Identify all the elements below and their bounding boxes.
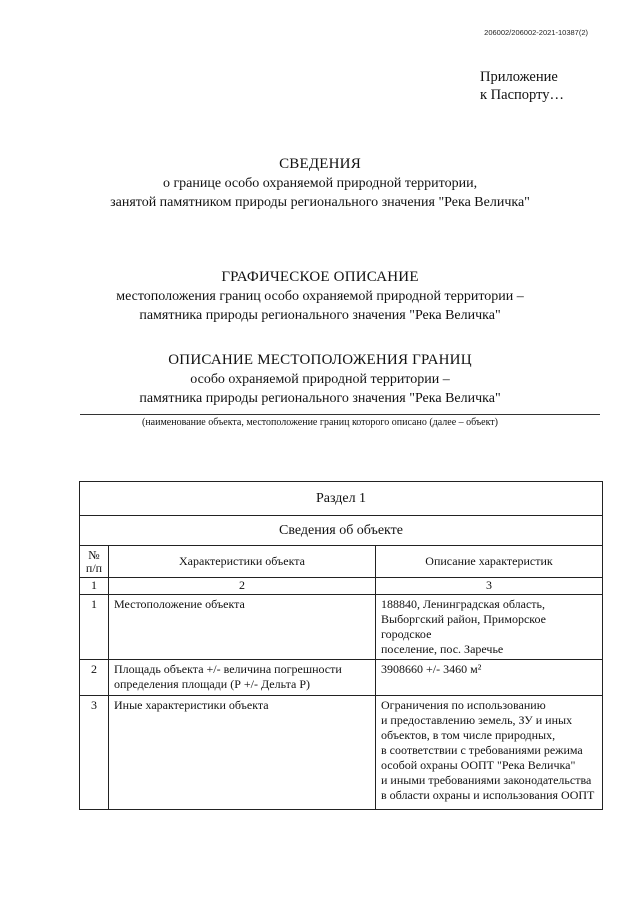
section-table bbox=[79, 481, 603, 810]
cell-line: и иными требованиями законодательства bbox=[381, 773, 592, 787]
table-title-row bbox=[80, 482, 603, 516]
heading-title: СВЕДЕНИЯ bbox=[279, 156, 361, 172]
row-characteristic bbox=[109, 696, 376, 810]
cell-line: Ограничения по использованию bbox=[381, 698, 546, 712]
underline-rule bbox=[80, 414, 600, 415]
appendix-note bbox=[480, 68, 564, 104]
header-num-line-2: п/п bbox=[85, 560, 103, 575]
section-title: Раздел 1 bbox=[80, 482, 603, 516]
cell-line: Выборгский район, Приморское городское bbox=[381, 612, 546, 641]
row-number: 2 bbox=[80, 660, 109, 696]
appendix-line-1: Приложение bbox=[480, 69, 558, 85]
heading-title: ОПИСАНИЕ МЕСТОПОЛОЖЕНИЯ ГРАНИЦ bbox=[168, 352, 472, 368]
header-characteristic: Характеристики объекта bbox=[109, 546, 376, 578]
heading-title: ГРАФИЧЕСКОЕ ОПИСАНИЕ bbox=[221, 269, 419, 285]
heading-line-2: памятника природы регионального значения "Река Величка" bbox=[139, 308, 501, 323]
cell-line: Местоположение объекта bbox=[114, 597, 245, 611]
table-index-row bbox=[80, 578, 603, 595]
section-subtitle: Сведения об объекте bbox=[80, 516, 603, 546]
index-cell: 2 bbox=[109, 578, 376, 595]
heading-graphic-description bbox=[0, 268, 640, 325]
table-row bbox=[80, 660, 603, 696]
row-number: 1 bbox=[80, 595, 109, 660]
heading-line-1: местоположения границ особо охраняемой природной территории – bbox=[116, 289, 524, 304]
cell-line: объектов, в том числе природных, bbox=[381, 728, 556, 742]
heading-line-1: особо охраняемой природной территории – bbox=[190, 372, 450, 387]
row-description bbox=[376, 595, 603, 660]
row-number: 3 bbox=[80, 696, 109, 810]
table-header-row bbox=[80, 546, 603, 578]
row-characteristic bbox=[109, 595, 376, 660]
heading-line-2: памятника природы регионального значения "Река Величка" bbox=[139, 391, 501, 406]
header-description: Описание характеристик bbox=[376, 546, 603, 578]
cell-line: в области охраны и использования ООПТ bbox=[381, 788, 595, 802]
heading-line-2: занятой памятником природы регионального значения "Река Величка" bbox=[110, 195, 530, 210]
table-row bbox=[80, 595, 603, 660]
header-num-line-1: № bbox=[88, 547, 100, 562]
heading-svedeniya bbox=[0, 154, 640, 212]
table-subtitle-row bbox=[80, 516, 603, 546]
cell-line: Площадь объекта +/- величина погрешности bbox=[114, 662, 342, 676]
object-caption: (наименование объекта, местоположение границ которого описано (далее – объект) bbox=[141, 417, 499, 428]
cell-line: в соответствии с требованиями режима bbox=[381, 743, 583, 757]
row-description bbox=[376, 696, 603, 810]
index-cell: 1 bbox=[80, 578, 109, 595]
cell-line: поселение, пос. Заречье bbox=[381, 642, 504, 656]
heading-line-1: о границе особо охраняемой природной территории, bbox=[162, 176, 478, 191]
cell-line: особой охраны ООПТ "Река Величка" bbox=[381, 758, 576, 772]
index-cell: 3 bbox=[376, 578, 603, 595]
table-row bbox=[80, 696, 603, 810]
row-description bbox=[376, 660, 603, 696]
cell-line: Иные характеристики объекта bbox=[114, 698, 269, 712]
row-characteristic bbox=[109, 660, 376, 696]
cell-line: 188840, Ленинградская область, bbox=[381, 597, 545, 611]
document-id: 206002/206002-2021-10387(2) bbox=[484, 28, 588, 37]
cell-line: 3908660 +/- 3460 м² bbox=[381, 662, 482, 676]
header-num bbox=[80, 546, 109, 578]
cell-line: и предоставлению земель, ЗУ и иных bbox=[381, 713, 573, 727]
heading-boundary-description bbox=[0, 351, 640, 408]
cell-line: определения площади (Р +/- Дельта Р) bbox=[114, 677, 311, 691]
appendix-line-2: к Паспорту… bbox=[480, 87, 564, 103]
